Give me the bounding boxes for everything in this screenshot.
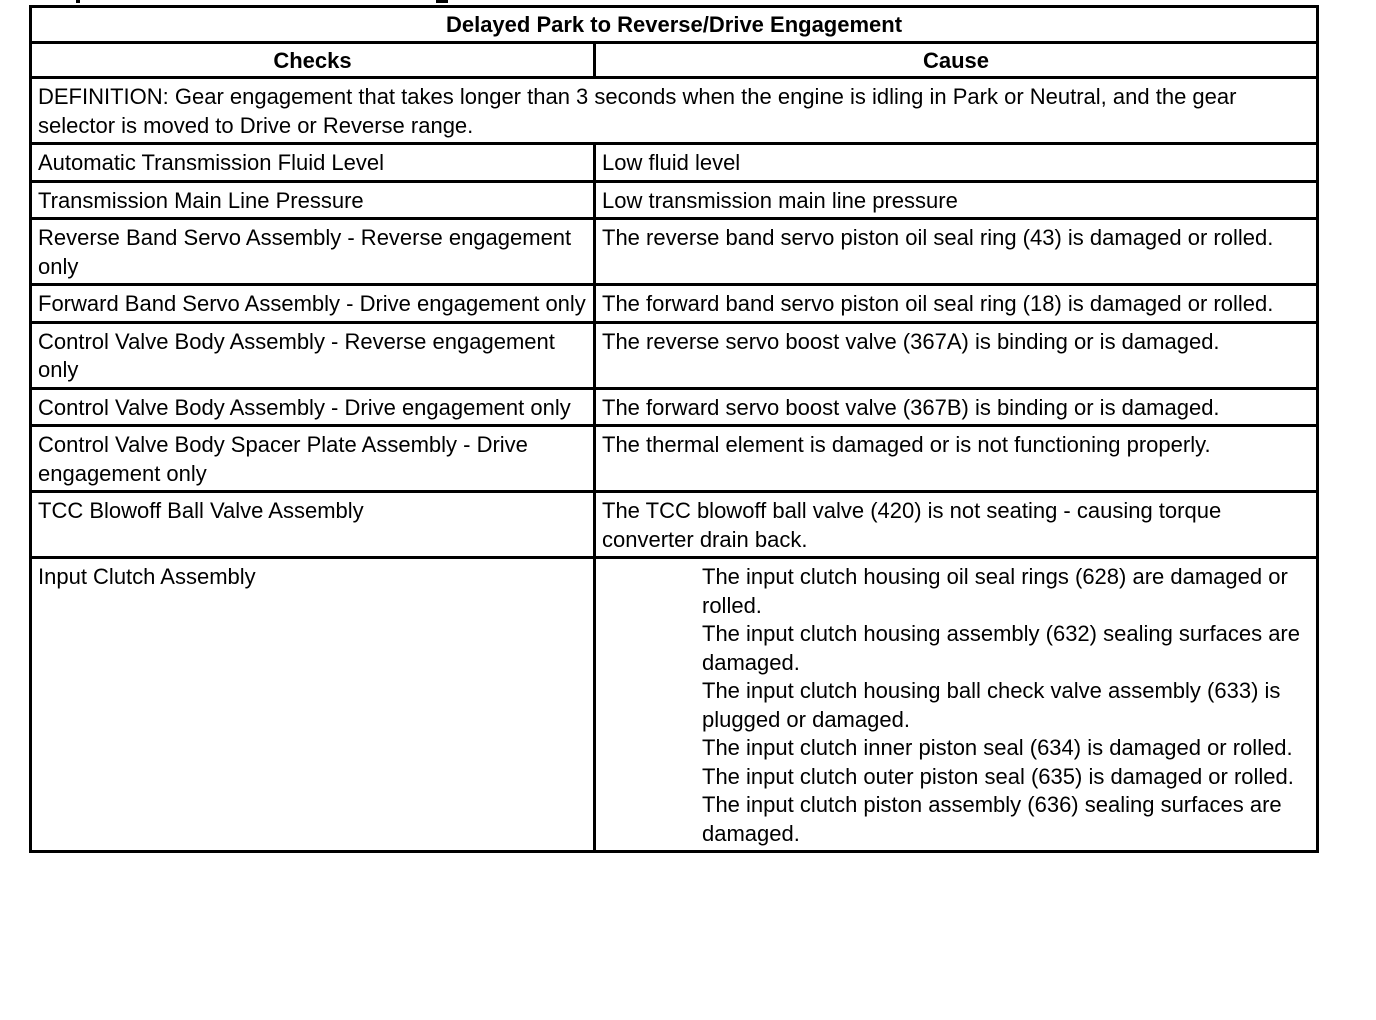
definition-row: [31, 78, 1318, 144]
header-row: [31, 42, 1318, 78]
list-item: The input clutch outer piston seal (635) is damaged or rolled.: [702, 763, 1294, 789]
cause-cell: The reverse band servo piston oil seal ring (43) is damaged or rolled.: [595, 219, 1318, 285]
check-cell: Reverse Band Servo Assembly - Reverse engagement only: [31, 219, 595, 285]
list-item: The input clutch housing assembly (632) sealing surfaces are damaged.: [702, 621, 1300, 675]
table-row: [31, 492, 1318, 558]
cause-cell: Low transmission main line pressure: [595, 181, 1318, 219]
table-row: [31, 285, 1318, 323]
check-cell: Input Clutch Assembly: [31, 558, 595, 852]
cause-cell: The thermal element is damaged or is not functioning properly.: [595, 426, 1318, 492]
check-cell: Control Valve Body Spacer Plate Assembly - Drive engagement only: [31, 426, 595, 492]
table-row: [31, 144, 1318, 182]
check-cell: TCC Blowoff Ball Valve Assembly: [31, 492, 595, 558]
table-row: [31, 426, 1318, 492]
cause-cell: The forward servo boost valve (367B) is binding or is damaged.: [595, 388, 1318, 426]
check-cell: Control Valve Body Assembly - Drive engagement only: [31, 388, 595, 426]
cause-list: [602, 563, 1310, 848]
cause-cell: The reverse servo boost valve (367A) is binding or is damaged.: [595, 322, 1318, 388]
table-title: Delayed Park to Reverse/Drive Engagement: [31, 7, 1318, 43]
checks-column-header: Checks: [31, 42, 595, 78]
table-row: [31, 322, 1318, 388]
list-item: The input clutch housing oil seal rings (628) are damaged or rolled.: [702, 564, 1288, 618]
diagnostic-table: [29, 5, 1319, 853]
check-cell: Transmission Main Line Pressure: [31, 181, 595, 219]
check-cell: Control Valve Body Assembly - Reverse engagement only: [31, 322, 595, 388]
cause-cell: The forward band servo piston oil seal ring (18) is damaged or rolled.: [595, 285, 1318, 323]
list-item: The input clutch housing ball check valve assembly (633) is plugged or damaged.: [702, 678, 1281, 732]
cropped-text-fragment: [76, 0, 80, 3]
table-row: [31, 388, 1318, 426]
check-cell: Forward Band Servo Assembly - Drive engagement only: [31, 285, 595, 323]
list-item: The input clutch piston assembly (636) sealing surfaces are damaged.: [702, 792, 1282, 846]
definition-text: DEFINITION: Gear engagement that takes longer than 3 seconds when the engine is idling in Park or Neutral, and the gear selector is moved to Drive or Reverse range.: [31, 78, 1318, 144]
table-row: [31, 219, 1318, 285]
cause-cell: The TCC blowoff ball valve (420) is not seating - causing torque converter drain back.: [595, 492, 1318, 558]
list-item: The input clutch inner piston seal (634) is damaged or rolled.: [702, 735, 1293, 760]
table-row: [31, 558, 1318, 852]
cropped-text-fragment: [436, 0, 448, 3]
check-cell: Automatic Transmission Fluid Level: [31, 144, 595, 182]
table-row: [31, 181, 1318, 219]
cause-cell: Low fluid level: [595, 144, 1318, 182]
cause-cell: [595, 558, 1318, 852]
title-row: [31, 7, 1318, 43]
cause-column-header: Cause: [595, 42, 1318, 78]
